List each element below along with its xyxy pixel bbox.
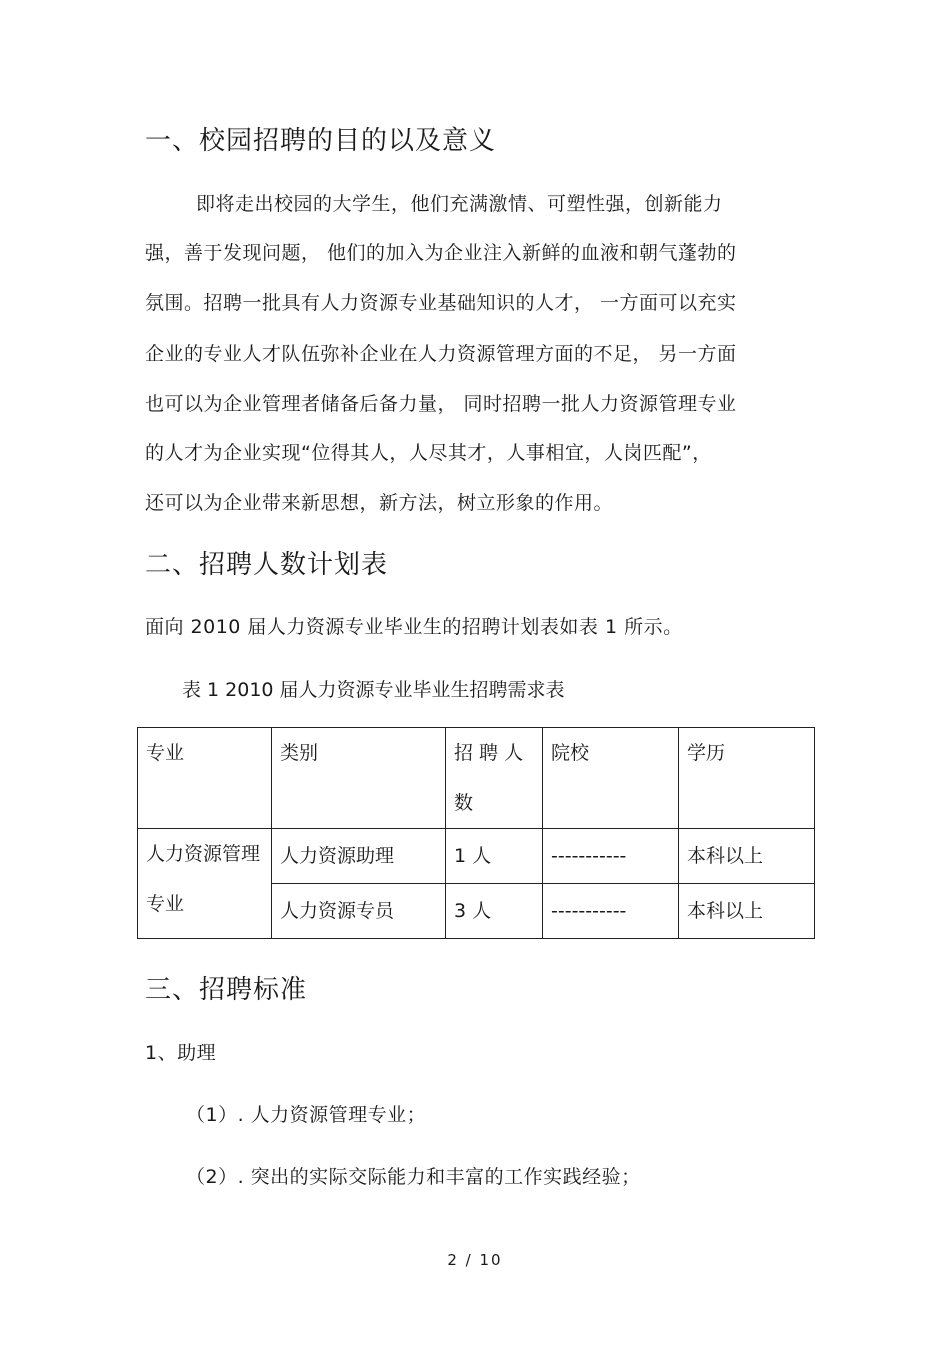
paragraph-line: 即将走出校园的大学生，他们充满激情、可塑性强，创新能力 <box>196 193 723 215</box>
table-row <box>138 829 815 884</box>
paragraph-line: 也可以为企业管理者储备后备力量， 同时招聘一批人力资源管理专业 <box>145 393 737 415</box>
cell-count: 3 人 <box>446 884 543 939</box>
header-school: 院校 <box>543 728 679 829</box>
header-category: 类别 <box>272 728 446 829</box>
recruitment-plan-table <box>137 727 815 939</box>
cell-category: 人力资源助理 <box>272 829 446 884</box>
cell-school: ----------- <box>543 884 679 939</box>
table-header-row <box>138 728 815 829</box>
table-caption: 表 1 2010 届人力资源专业毕业生招聘需求表 <box>182 679 565 701</box>
cell-degree: 本科以上 <box>679 829 815 884</box>
header-major: 专业 <box>138 728 272 829</box>
cell-major: 人力资源管理专业 <box>138 829 272 939</box>
paragraph-line: 企业的专业人才队伍弥补企业在人力资源管理方面的不足， 另一方面 <box>145 343 737 365</box>
subsection-heading: 1、助理 <box>145 1042 217 1064</box>
cell-category: 人力资源专员 <box>272 884 446 939</box>
cell-count: 1 人 <box>446 829 543 884</box>
criteria-item: （2）. 突出的实际交际能力和丰富的工作实践经验； <box>186 1166 641 1188</box>
section2-heading: 二、招聘人数计划表 <box>145 550 389 580</box>
cell-school: ----------- <box>543 829 679 884</box>
paragraph-line: 强，善于发现问题， 他们的加入为企业注入新鲜的血液和朝气蓬勃的 <box>145 242 737 264</box>
cell-degree: 本科以上 <box>679 884 815 939</box>
header-degree: 学历 <box>679 728 815 829</box>
paragraph-line: 氛围。招聘一批具有人力资源专业基础知识的人才， 一方面可以充实 <box>145 292 737 314</box>
paragraph-line: 还可以为企业带来新思想，新方法，树立形象的作用。 <box>145 492 614 514</box>
paragraph-line: 的人才为企业实现“位得其人，人尽其才，人事相宜，人岗匹配”， <box>145 442 712 464</box>
section1-heading: 一、校园招聘的目的以及意义 <box>145 126 497 156</box>
section3-heading: 三、招聘标准 <box>145 975 308 1005</box>
criteria-item: （1）. 人力资源管理专业； <box>186 1104 427 1126</box>
page-number: 2 / 10 <box>447 1251 503 1269</box>
header-count: 招 聘 人 数 <box>446 728 543 829</box>
section2-intro: 面向 2010 届人力资源专业毕业生的招聘计划表如表 1 所示。 <box>145 616 683 638</box>
